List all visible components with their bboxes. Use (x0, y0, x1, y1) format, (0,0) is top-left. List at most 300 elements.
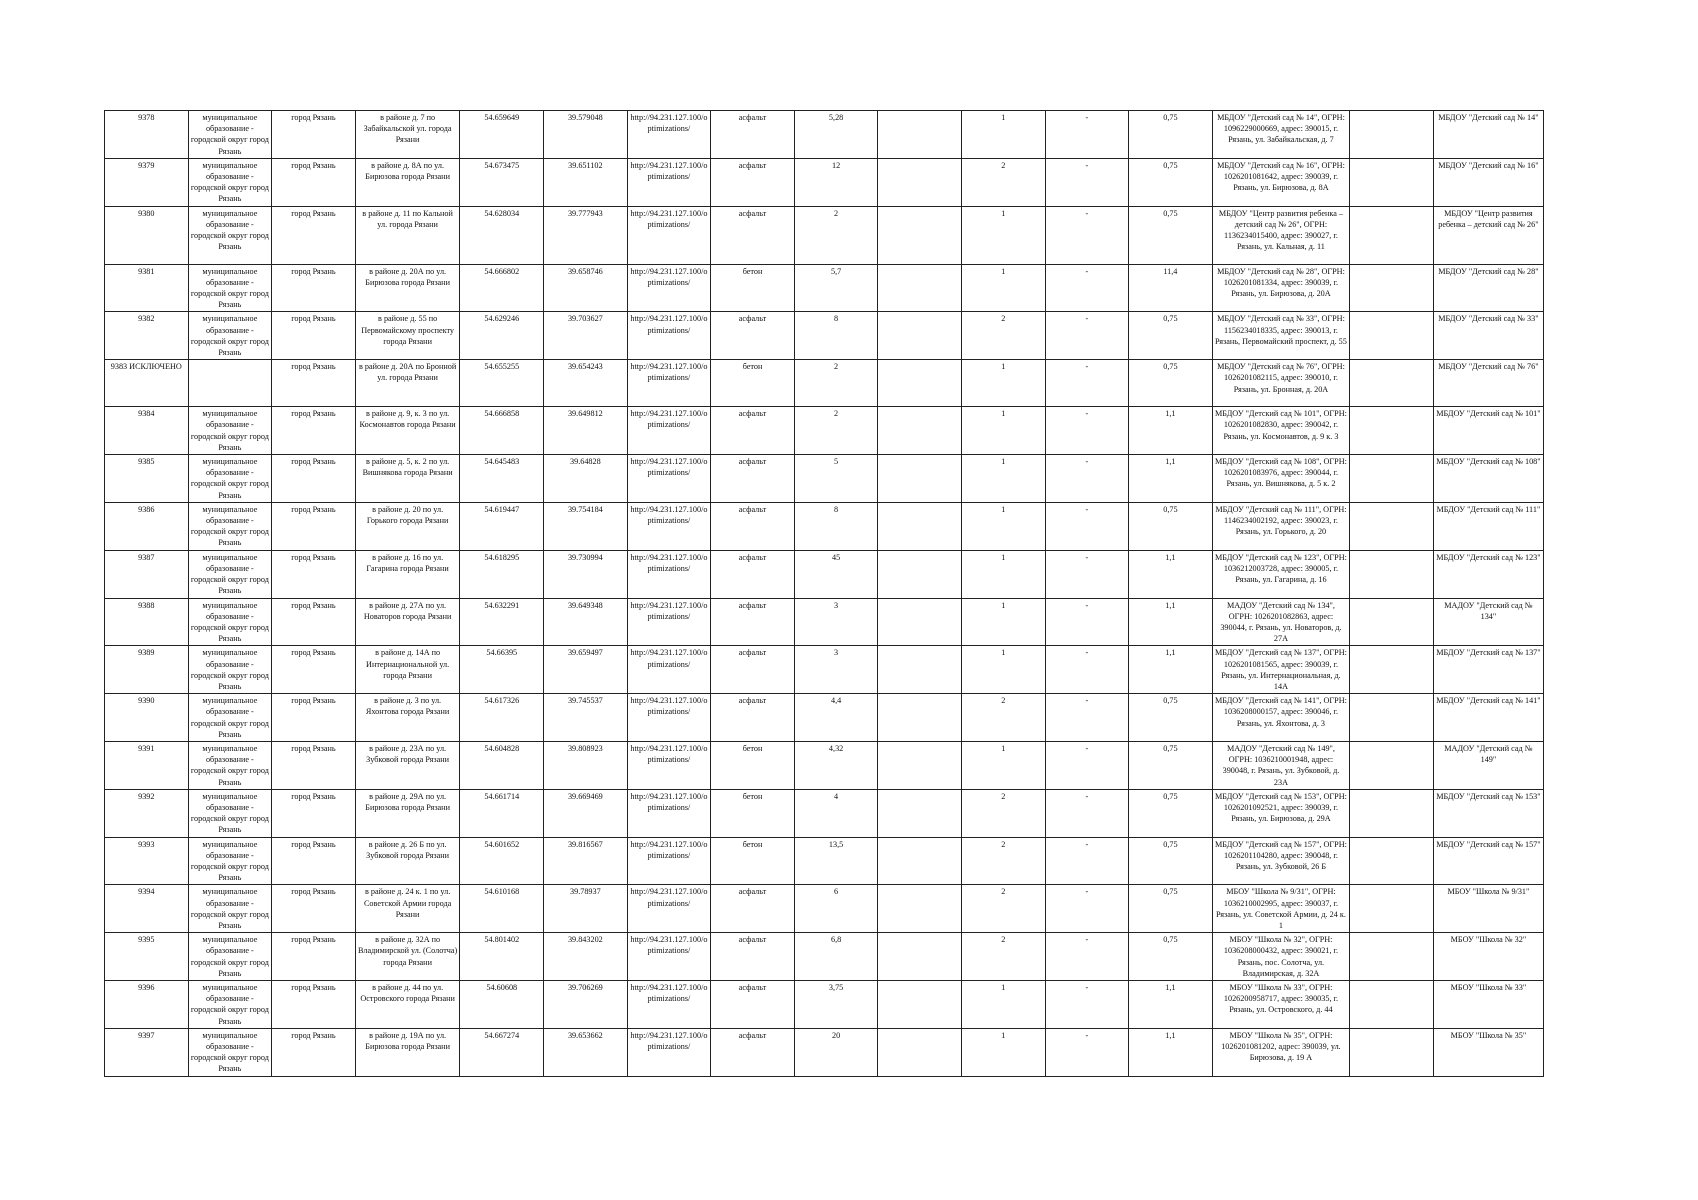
cell-surface: асфальт (711, 502, 795, 550)
table-row (105, 694, 1544, 742)
cell-longitude: 39.659497 (544, 646, 628, 694)
cell-empty (878, 455, 962, 503)
cell-count: 2 (961, 312, 1045, 360)
table-row (105, 502, 1544, 550)
cell-surface: бетон (711, 741, 795, 789)
cell-longitude: 39.649812 (544, 407, 628, 455)
cell-surface: асфальт (711, 598, 795, 646)
cell-count: 2 (961, 158, 1045, 206)
cell-count: 1 (961, 407, 1045, 455)
cell-id: 9379 (105, 158, 189, 206)
cell-url: http://94.231.127.100/optimizations/ (627, 111, 711, 159)
cell-count: 2 (961, 837, 1045, 885)
cell-owner: МБДОУ "Детский сад № 111", ОГРН: 1146234002192, адрес: 390023, г. Рязань, ул. Горького, д. 20 (1212, 502, 1350, 550)
cell-dash: - (1045, 312, 1129, 360)
cell-address: в районе д. 19А по ул. Бирюзова города Рязани (355, 1028, 460, 1076)
cell-area: 6 (794, 885, 878, 933)
cell-latitude: 54.655255 (460, 360, 544, 407)
cell-empty (878, 264, 962, 312)
cell-address: в районе д. 20 по ул. Горького города Рязани (355, 502, 460, 550)
cell-area: 2 (794, 407, 878, 455)
cell-empty (1350, 933, 1434, 981)
cell-owner: МБОУ "Школа № 33", ОГРН: 1026200958717, адрес: 390035, г. Рязань, ул. Островского, д. 44 (1212, 981, 1350, 1029)
cell-id: 9396 (105, 981, 189, 1029)
cell-address: в районе д. 9, к. 3 по ул. Космонавтов города Рязани (355, 407, 460, 455)
cell-empty (1350, 646, 1434, 694)
table-row (105, 158, 1544, 206)
cell-longitude: 39.653662 (544, 1028, 628, 1076)
cell-source: МБОУ "Школа № 9/31" (1433, 885, 1543, 933)
cell-empty (1350, 741, 1434, 789)
cell-volume: 0,75 (1129, 741, 1213, 789)
cell-count: 1 (961, 264, 1045, 312)
cell-source: МБДОУ "Детский сад № 76" (1433, 360, 1543, 407)
cell-latitude: 54.604828 (460, 741, 544, 789)
cell-city: город Рязань (272, 360, 356, 407)
cell-area: 2 (794, 360, 878, 407)
cell-owner: МБДОУ "Центр развития ребенка – детский сад № 26", ОГРН: 1136234015400, адрес: 390027, г. Рязань, ул. Кальная, д. 11 (1212, 206, 1350, 264)
cell-empty (1350, 312, 1434, 360)
cell-city: город Рязань (272, 837, 356, 885)
cell-empty (878, 694, 962, 742)
cell-address: в районе д. 7 по Забайкальской ул. города Рязани (355, 111, 460, 159)
cell-volume: 1,1 (1129, 598, 1213, 646)
cell-url: http://94.231.127.100/optimizations/ (627, 1028, 711, 1076)
cell-owner: МБДОУ "Детский сад № 157", ОГРН: 1026201104280, адрес: 390048, г. Рязань, ул. Зубковой, 26 Б (1212, 837, 1350, 885)
cell-source: МАДОУ "Детский сад № 149" (1433, 741, 1543, 789)
cell-latitude: 54.601652 (460, 837, 544, 885)
cell-id: 9395 (105, 933, 189, 981)
cell-municipality: муниципальное образование - городской округ город Рязань (188, 1028, 272, 1076)
cell-longitude: 39.777943 (544, 206, 628, 264)
cell-surface: бетон (711, 264, 795, 312)
cell-volume: 1,1 (1129, 455, 1213, 503)
cell-empty (1350, 981, 1434, 1029)
cell-latitude: 54.632291 (460, 598, 544, 646)
cell-city: город Рязань (272, 933, 356, 981)
cell-id: 9383 ИСКЛЮЧЕНО (105, 360, 189, 407)
table-row (105, 360, 1544, 407)
cell-id: 9388 (105, 598, 189, 646)
cell-source: МБДОУ "Детский сад № 157" (1433, 837, 1543, 885)
cell-address: в районе д. 24 к. 1 по ул. Советской Армии города Рязани (355, 885, 460, 933)
cell-latitude: 54.667274 (460, 1028, 544, 1076)
cell-area: 8 (794, 312, 878, 360)
table-row (105, 206, 1544, 264)
cell-latitude: 54.66395 (460, 646, 544, 694)
cell-volume: 1,1 (1129, 407, 1213, 455)
cell-owner: МБДОУ "Детский сад № 153", ОГРН: 1026201092521, адрес: 390039, г. Рязань, ул. Бирюзова, д. 29А (1212, 789, 1350, 837)
cell-longitude: 39.658746 (544, 264, 628, 312)
cell-url: http://94.231.127.100/optimizations/ (627, 646, 711, 694)
cell-surface: бетон (711, 360, 795, 407)
cell-dash: - (1045, 598, 1129, 646)
table-row (105, 407, 1544, 455)
cell-empty (878, 407, 962, 455)
cell-municipality: муниципальное образование - городской округ город Рязань (188, 111, 272, 159)
cell-empty (878, 206, 962, 264)
cell-area: 13,5 (794, 837, 878, 885)
cell-count: 1 (961, 646, 1045, 694)
table-row (105, 455, 1544, 503)
cell-source: МАДОУ "Детский сад № 134" (1433, 598, 1543, 646)
cell-address: в районе д. 26 Б по ул. Зубковой города Рязани (355, 837, 460, 885)
cell-owner: МБДОУ "Детский сад № 28", ОГРН: 1026201081334, адрес: 390039, г. Рязань, ул. Бирюзова, д. 20А (1212, 264, 1350, 312)
cell-dash: - (1045, 885, 1129, 933)
cell-city: город Рязань (272, 111, 356, 159)
cell-dash: - (1045, 502, 1129, 550)
table-row (105, 111, 1544, 159)
cell-latitude: 54.629246 (460, 312, 544, 360)
cell-volume: 0,75 (1129, 111, 1213, 159)
cell-owner: МБДОУ "Детский сад № 137", ОГРН: 1026201081565, адрес: 390039, г. Рязань, ул. Интернациональная, д. 14А (1212, 646, 1350, 694)
cell-empty (878, 981, 962, 1029)
cell-url: http://94.231.127.100/optimizations/ (627, 502, 711, 550)
registry-table (104, 110, 1544, 1077)
cell-url: http://94.231.127.100/optimizations/ (627, 885, 711, 933)
cell-volume: 0,75 (1129, 360, 1213, 407)
cell-address: в районе д. 29А по ул. Бирюзова города Рязани (355, 789, 460, 837)
cell-url: http://94.231.127.100/optimizations/ (627, 933, 711, 981)
cell-address: в районе д. 3 по ул. Яхонтова города Рязани (355, 694, 460, 742)
cell-address: в районе д. 20А по ул. Бирюзова города Рязани (355, 264, 460, 312)
cell-municipality: муниципальное образование - городской округ город Рязань (188, 158, 272, 206)
cell-city: город Рязань (272, 158, 356, 206)
cell-url: http://94.231.127.100/optimizations/ (627, 981, 711, 1029)
cell-count: 1 (961, 741, 1045, 789)
cell-owner: МБДОУ "Детский сад № 14", ОГРН: 1096229000669, адрес: 390015, г. Рязань, ул. Забайкальская, д. 7 (1212, 111, 1350, 159)
cell-area: 12 (794, 158, 878, 206)
cell-municipality: муниципальное образование - городской округ город Рязань (188, 741, 272, 789)
cell-latitude: 54.610168 (460, 885, 544, 933)
cell-longitude: 39.703627 (544, 312, 628, 360)
cell-latitude: 54.661714 (460, 789, 544, 837)
cell-address: в районе д. 23А по ул. Зубковой города Рязани (355, 741, 460, 789)
cell-municipality: муниципальное образование - городской округ город Рязань (188, 646, 272, 694)
cell-volume: 11,4 (1129, 264, 1213, 312)
cell-surface: асфальт (711, 550, 795, 598)
cell-latitude: 54.60608 (460, 981, 544, 1029)
cell-source: МБДОУ "Детский сад № 123" (1433, 550, 1543, 598)
cell-city: город Рязань (272, 741, 356, 789)
cell-surface: асфальт (711, 158, 795, 206)
cell-source: МБДОУ "Детский сад № 153" (1433, 789, 1543, 837)
cell-source: МБДОУ "Детский сад № 101" (1433, 407, 1543, 455)
cell-area: 45 (794, 550, 878, 598)
cell-owner: МБДОУ "Детский сад № 123", ОГРН: 1036212003728, адрес: 390005, г. Рязань, ул. Гагарина, д. 16 (1212, 550, 1350, 598)
cell-city: город Рязань (272, 789, 356, 837)
cell-empty (878, 502, 962, 550)
cell-volume: 0,75 (1129, 933, 1213, 981)
cell-surface: асфальт (711, 206, 795, 264)
cell-volume: 1,1 (1129, 981, 1213, 1029)
cell-id: 9381 (105, 264, 189, 312)
cell-area: 4 (794, 789, 878, 837)
cell-municipality: муниципальное образование - городской округ город Рязань (188, 885, 272, 933)
cell-surface: асфальт (711, 111, 795, 159)
cell-city: город Рязань (272, 598, 356, 646)
cell-dash: - (1045, 741, 1129, 789)
cell-owner: МАДОУ "Детский сад № 149", ОГРН: 1036210001948, адрес: 390048, г. Рязань, ул. Зубковой, д. 23А (1212, 741, 1350, 789)
cell-empty (878, 312, 962, 360)
cell-url: http://94.231.127.100/optimizations/ (627, 741, 711, 789)
cell-surface: асфальт (711, 312, 795, 360)
cell-source: МБДОУ "Детский сад № 141" (1433, 694, 1543, 742)
cell-surface: асфальт (711, 981, 795, 1029)
cell-count: 1 (961, 598, 1045, 646)
cell-count: 1 (961, 981, 1045, 1029)
cell-city: город Рязань (272, 981, 356, 1029)
cell-dash: - (1045, 933, 1129, 981)
cell-longitude: 39.654243 (544, 360, 628, 407)
cell-dash: - (1045, 1028, 1129, 1076)
cell-longitude: 39.843202 (544, 933, 628, 981)
cell-empty (1350, 455, 1434, 503)
cell-empty (878, 550, 962, 598)
cell-surface: асфальт (711, 407, 795, 455)
cell-id: 9391 (105, 741, 189, 789)
cell-owner: МБДОУ "Детский сад № 76", ОГРН: 1026201082115, адрес: 390010, г. Рязань, ул. Бронная, д. 20А (1212, 360, 1350, 407)
cell-address: в районе д. 11 по Кальной ул. города Рязани (355, 206, 460, 264)
cell-source: МБДОУ "Детский сад № 16" (1433, 158, 1543, 206)
cell-empty (878, 598, 962, 646)
cell-dash: - (1045, 789, 1129, 837)
cell-municipality: муниципальное образование - городской округ город Рязань (188, 455, 272, 503)
cell-url: http://94.231.127.100/optimizations/ (627, 407, 711, 455)
cell-empty (1350, 158, 1434, 206)
cell-longitude: 39.651102 (544, 158, 628, 206)
cell-municipality: муниципальное образование - городской округ город Рязань (188, 981, 272, 1029)
cell-municipality: муниципальное образование - городской округ город Рязань (188, 550, 272, 598)
cell-count: 1 (961, 111, 1045, 159)
cell-source: МБДОУ "Детский сад № 14" (1433, 111, 1543, 159)
cell-address: в районе д. 44 по ул. Островского города Рязани (355, 981, 460, 1029)
cell-city: город Рязань (272, 206, 356, 264)
cell-municipality: муниципальное образование - городской округ город Рязань (188, 312, 272, 360)
cell-dash: - (1045, 158, 1129, 206)
cell-url: http://94.231.127.100/optimizations/ (627, 264, 711, 312)
cell-volume: 0,75 (1129, 502, 1213, 550)
cell-city: город Рязань (272, 885, 356, 933)
table-row (105, 981, 1544, 1029)
cell-latitude: 54.619447 (460, 502, 544, 550)
cell-area: 8 (794, 502, 878, 550)
cell-count: 2 (961, 885, 1045, 933)
cell-address: в районе д. 8А по ул. Бирюзова города Рязани (355, 158, 460, 206)
cell-source: МБОУ "Школа № 35" (1433, 1028, 1543, 1076)
cell-area: 2 (794, 206, 878, 264)
cell-source: МБОУ "Школа № 32" (1433, 933, 1543, 981)
cell-city: город Рязань (272, 312, 356, 360)
cell-address: в районе д. 14А по Интернациональной ул. города Рязани (355, 646, 460, 694)
cell-owner: МБОУ "Школа № 32", ОГРН: 1036208000432, адрес: 390021, г. Рязань, пос. Солотча, ул. Владимирская, д. 32А (1212, 933, 1350, 981)
table-row (105, 837, 1544, 885)
cell-surface: асфальт (711, 646, 795, 694)
cell-url: http://94.231.127.100/optimizations/ (627, 598, 711, 646)
cell-city: город Рязань (272, 455, 356, 503)
cell-url: http://94.231.127.100/optimizations/ (627, 694, 711, 742)
cell-empty (878, 158, 962, 206)
cell-longitude: 39.669469 (544, 789, 628, 837)
cell-empty (878, 885, 962, 933)
cell-empty (1350, 837, 1434, 885)
cell-empty (1350, 360, 1434, 407)
cell-count: 1 (961, 206, 1045, 264)
cell-city: город Рязань (272, 407, 356, 455)
cell-owner: МБДОУ "Детский сад № 108", ОГРН: 1026201083976, адрес: 390044, г. Рязань, ул. Вишнякова, д. 5 к. 2 (1212, 455, 1350, 503)
cell-empty (1350, 598, 1434, 646)
cell-municipality: муниципальное образование - городской округ город Рязань (188, 694, 272, 742)
cell-owner: МАДОУ "Детский сад № 134", ОГРН: 1026201082863, адрес: 390044, г. Рязань, ул. Новаторов, д. 27А (1212, 598, 1350, 646)
cell-id: 9378 (105, 111, 189, 159)
cell-empty (878, 646, 962, 694)
table-row (105, 264, 1544, 312)
cell-dash: - (1045, 550, 1129, 598)
cell-id: 9389 (105, 646, 189, 694)
cell-dash: - (1045, 264, 1129, 312)
cell-longitude: 39.64828 (544, 455, 628, 503)
cell-dash: - (1045, 981, 1129, 1029)
cell-url: http://94.231.127.100/optimizations/ (627, 312, 711, 360)
cell-longitude: 39.579048 (544, 111, 628, 159)
cell-municipality: муниципальное образование - городской округ город Рязань (188, 933, 272, 981)
cell-empty (1350, 264, 1434, 312)
cell-city: город Рязань (272, 1028, 356, 1076)
cell-empty (878, 933, 962, 981)
cell-address: в районе д. 27А по ул. Новаторов города Рязани (355, 598, 460, 646)
table-row (105, 885, 1544, 933)
cell-volume: 0,75 (1129, 694, 1213, 742)
cell-empty (878, 1028, 962, 1076)
cell-id: 9392 (105, 789, 189, 837)
cell-empty (1350, 502, 1434, 550)
cell-latitude: 54.673475 (460, 158, 544, 206)
cell-id: 9390 (105, 694, 189, 742)
cell-volume: 0,75 (1129, 158, 1213, 206)
cell-latitude: 54.628034 (460, 206, 544, 264)
cell-count: 2 (961, 933, 1045, 981)
cell-city: город Рязань (272, 264, 356, 312)
cell-volume: 0,75 (1129, 837, 1213, 885)
table-row (105, 789, 1544, 837)
cell-owner: МБДОУ "Детский сад № 101", ОГРН: 1026201082830, адрес: 390042, г. Рязань, ул. Космонавтов, д. 9 к. 3 (1212, 407, 1350, 455)
cell-longitude: 39.808923 (544, 741, 628, 789)
cell-area: 4,32 (794, 741, 878, 789)
cell-surface: асфальт (711, 455, 795, 503)
cell-id: 9386 (105, 502, 189, 550)
cell-count: 2 (961, 789, 1045, 837)
cell-address: в районе д. 55 по Первомайскому проспекту города Рязани (355, 312, 460, 360)
cell-empty (1350, 550, 1434, 598)
cell-latitude: 54.618295 (460, 550, 544, 598)
cell-municipality (188, 360, 272, 407)
cell-address: в районе д. 16 по ул. Гагарина города Рязани (355, 550, 460, 598)
cell-latitude: 54.659649 (460, 111, 544, 159)
cell-latitude: 54.666858 (460, 407, 544, 455)
cell-url: http://94.231.127.100/optimizations/ (627, 789, 711, 837)
cell-url: http://94.231.127.100/optimizations/ (627, 206, 711, 264)
table-row (105, 1028, 1544, 1076)
cell-surface: асфальт (711, 694, 795, 742)
cell-surface: асфальт (711, 885, 795, 933)
cell-empty (1350, 789, 1434, 837)
table-row (105, 646, 1544, 694)
table-row (105, 933, 1544, 981)
cell-empty (1350, 407, 1434, 455)
cell-dash: - (1045, 407, 1129, 455)
cell-latitude: 54.801402 (460, 933, 544, 981)
cell-dash: - (1045, 111, 1129, 159)
cell-id: 9387 (105, 550, 189, 598)
cell-source: МБДОУ "Детский сад № 111" (1433, 502, 1543, 550)
cell-address: в районе д. 20А по Бронной ул. города Рязани (355, 360, 460, 407)
cell-volume: 1,1 (1129, 550, 1213, 598)
cell-owner: МБДОУ "Детский сад № 141", ОГРН: 1036208000157, адрес: 390046, г. Рязань, ул. Яхонтова, д. 3 (1212, 694, 1350, 742)
cell-surface: бетон (711, 789, 795, 837)
cell-municipality: муниципальное образование - городской округ город Рязань (188, 502, 272, 550)
cell-empty (878, 111, 962, 159)
table-row (105, 741, 1544, 789)
cell-longitude: 39.649348 (544, 598, 628, 646)
cell-volume: 0,75 (1129, 789, 1213, 837)
cell-source: МБДОУ "Центр развития ребенка – детский сад № 26" (1433, 206, 1543, 264)
cell-area: 6,8 (794, 933, 878, 981)
cell-url: http://94.231.127.100/optimizations/ (627, 550, 711, 598)
cell-owner: МБОУ "Школа № 35", ОГРН: 1026201081202, адрес: 390039, ул. Бирюзова, д. 19 А (1212, 1028, 1350, 1076)
cell-dash: - (1045, 837, 1129, 885)
cell-area: 3,75 (794, 981, 878, 1029)
cell-volume: 1,1 (1129, 646, 1213, 694)
cell-id: 9385 (105, 455, 189, 503)
cell-count: 2 (961, 694, 1045, 742)
cell-id: 9384 (105, 407, 189, 455)
cell-municipality: муниципальное образование - городской округ город Рязань (188, 789, 272, 837)
cell-count: 1 (961, 1028, 1045, 1076)
table-row (105, 312, 1544, 360)
cell-municipality: муниципальное образование - городской округ город Рязань (188, 837, 272, 885)
cell-dash: - (1045, 206, 1129, 264)
cell-empty (1350, 1028, 1434, 1076)
cell-address: в районе д. 5, к. 2 по ул. Вишнякова города Рязани (355, 455, 460, 503)
cell-area: 5,28 (794, 111, 878, 159)
cell-empty (878, 360, 962, 407)
cell-longitude: 39.730994 (544, 550, 628, 598)
cell-volume: 0,75 (1129, 885, 1213, 933)
cell-id: 9382 (105, 312, 189, 360)
cell-count: 1 (961, 550, 1045, 598)
cell-municipality: муниципальное образование - городской округ город Рязань (188, 206, 272, 264)
cell-volume: 0,75 (1129, 312, 1213, 360)
cell-dash: - (1045, 360, 1129, 407)
cell-city: город Рязань (272, 694, 356, 742)
cell-owner: МБОУ "Школа № 9/31", ОГРН: 1036210002995, адрес: 390037, г. Рязань, ул. Советской Армии, д. 24 к. 1 (1212, 885, 1350, 933)
cell-volume: 0,75 (1129, 206, 1213, 264)
cell-surface: асфальт (711, 933, 795, 981)
cell-source: МБДОУ "Детский сад № 108" (1433, 455, 1543, 503)
cell-source: МБДОУ "Детский сад № 33" (1433, 312, 1543, 360)
cell-url: http://94.231.127.100/optimizations/ (627, 837, 711, 885)
cell-empty (1350, 206, 1434, 264)
cell-area: 3 (794, 598, 878, 646)
cell-surface: бетон (711, 837, 795, 885)
cell-longitude: 39.78937 (544, 885, 628, 933)
cell-id: 9394 (105, 885, 189, 933)
cell-longitude: 39.745537 (544, 694, 628, 742)
cell-source: МБДОУ "Детский сад № 28" (1433, 264, 1543, 312)
cell-longitude: 39.816567 (544, 837, 628, 885)
cell-empty (1350, 111, 1434, 159)
cell-city: город Рязань (272, 646, 356, 694)
